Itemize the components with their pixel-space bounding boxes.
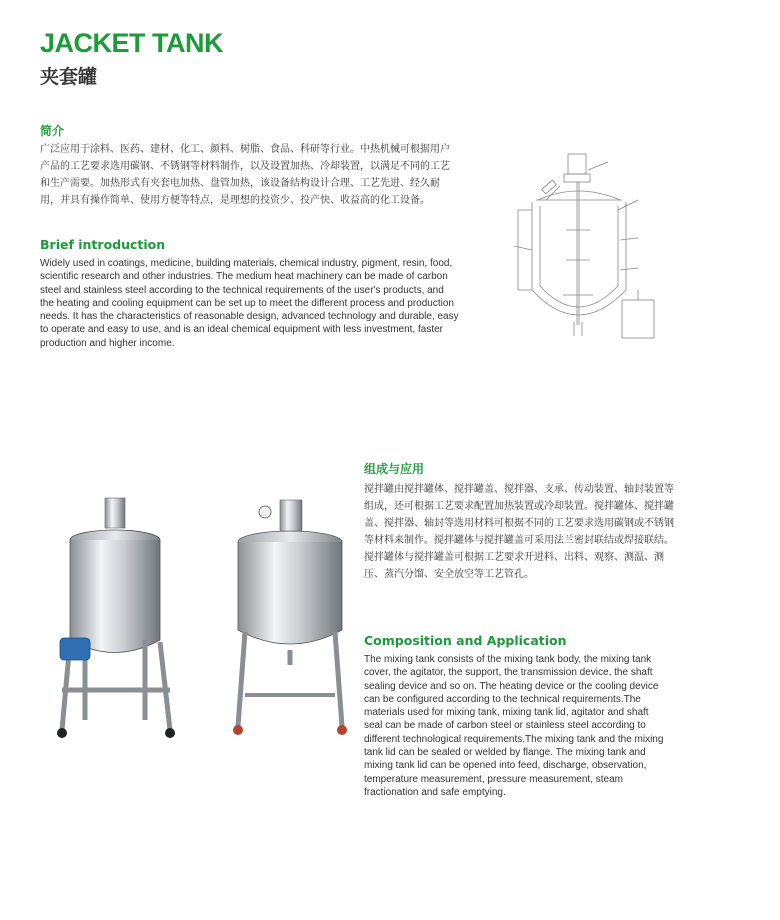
composition-heading-en: Composition and Application [364,633,567,648]
product-photo [40,490,350,750]
tank-schematic-diagram [508,150,663,344]
page-title: JACKET TANK [40,28,223,58]
tank-right [233,500,347,735]
composition-text-cn: 搅拌罐由搅拌罐体、搅拌罐盖、搅拌器、支承、传动装置、轴封装置等组成，还可根据工艺要求配置加热装置或冷却装置。搅拌罐体、搅拌罐盖、搅拌器、轴封等选用材料可根据不同的工艺要求选用碳钢或不锈钢等材料来制作。搅拌罐体与搅拌罐盖可采用法兰密封联结或焊接联结。搅拌罐体与搅拌罐盖可根据工艺要求开进料、出料、观察、测温、测压、蒸汽分馏、安全放空等工艺管孔。 [364,484,674,580]
intro-heading-cn: 简介 [40,124,65,138]
page-subtitle-cn: 夹套罐 [40,66,98,88]
intro-text-cn: 广泛应用于涂料、医药、建材、化工、颜料、树脂、食品、科研等行业。中热机械可根据用户产品的工艺要求选用碳钢、不锈钢等材料制作，以及设置加热、冷却装置，以满足不同的工艺和生产需要。加热形式有夹套电加热、盘管加热，该设备结构设计合理、工艺先进、经久耐用，并具有操作简单、使用方便等特点，是理想的投资少、投产快、收益高的化工设备。 [40,144,450,206]
intro-text-en: Widely used in coatings, medicine, building materials, chemical industry, pigment, resin, food, scientific research and other industries. The medium heat machinery can be made of carbon steel and stainless steel according to the technical requirements of the user's products, and the heating and cooling equipment can be set up to meet the different process and production needs. It has the characteristics of reasonable design, advanced technology and durable, easy to operate and easy to use, and is an ideal chemical equipment with less investment, faster production and higher income. [40,258,459,349]
composition-text-en: The mixing tank consists of the mixing tank body, the mixing tank cover, the agitator, the support, the transmission device, the shaft sealing device and so on. The heating device or the cooling device can be configured according to the technical requirements.The materials used for mixing tank, mixing tank lid, agitator and shaft seal can be made of carbon steel or stainless steel according to different technological requirements.The mixing tank and the mixing tank lid can be sealed or welded by flange. The mixing tank and mixing tank lid can be opened into feed, discharge, observation, temperature measurement, pressure measurement, steam fractionation and safe emptying. [364,654,664,798]
tank-left [57,498,175,738]
composition-heading-cn: 组成与应用 [364,462,425,476]
intro-heading-en: Brief introduction [40,237,166,252]
